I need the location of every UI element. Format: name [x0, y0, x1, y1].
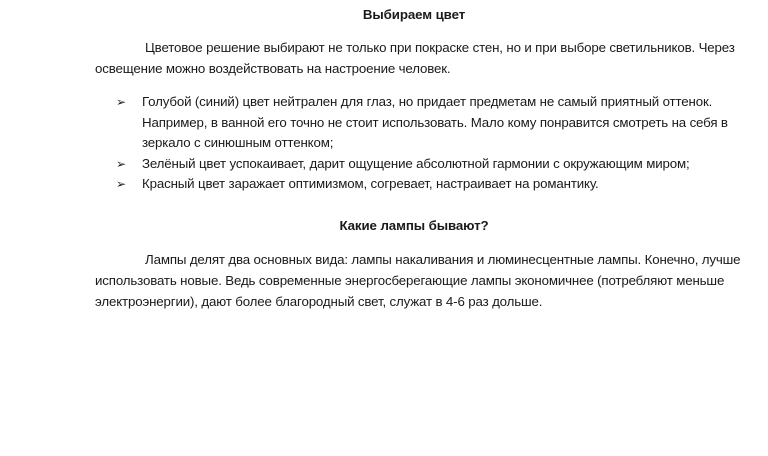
list-item-text: Красный цвет заражает оптимизмом, согревает, настраивает на романтику. [142, 176, 599, 191]
intro-paragraph-text: Цветовое решение выбирают не только при покраске стен, но и при выборе светильников. Через освещение можно воздействовать на настроение человек. [95, 40, 735, 76]
list-item [116, 92, 756, 154]
section-title-lamp-types: Какие лампы бывают? [339, 218, 489, 233]
arrowhead-bullet-icon: ➢ [116, 95, 126, 109]
list-item-text: Зелёный цвет успокаивает, дарит ощущение абсолютной гармонии с окружающим миром; [142, 155, 690, 171]
arrowhead-bullet-icon: ➢ [116, 156, 126, 171]
color-bullet-list [116, 92, 756, 195]
list-item [116, 154, 756, 175]
intro-paragraph [95, 37, 755, 79]
list-item [116, 174, 756, 195]
lamps-paragraph-text: Лампы делят два основных вида: лампы накаливания и люминесцентные лампы. Конечно, лучше использовать новые. Ведь современные энергосберегающие лампы экономичнее (потребляют меньше электроэнергии), дают более благородный свет, служат в 4-6 раз дольше. [95, 252, 741, 309]
section-title-choose-color: Выбираем цвет [362, 7, 466, 22]
lamps-paragraph [95, 249, 755, 312]
list-item-text: Голубой (синий) цвет нейтрален для глаз, но придает предметам не самый приятный оттенок. Например, в ванной его точно не стоит использовать. Мало кому понравится смотреть на себя в зеркало с синюшным оттенком; [142, 94, 728, 150]
arrowhead-bullet-icon: ➢ [116, 177, 126, 191]
